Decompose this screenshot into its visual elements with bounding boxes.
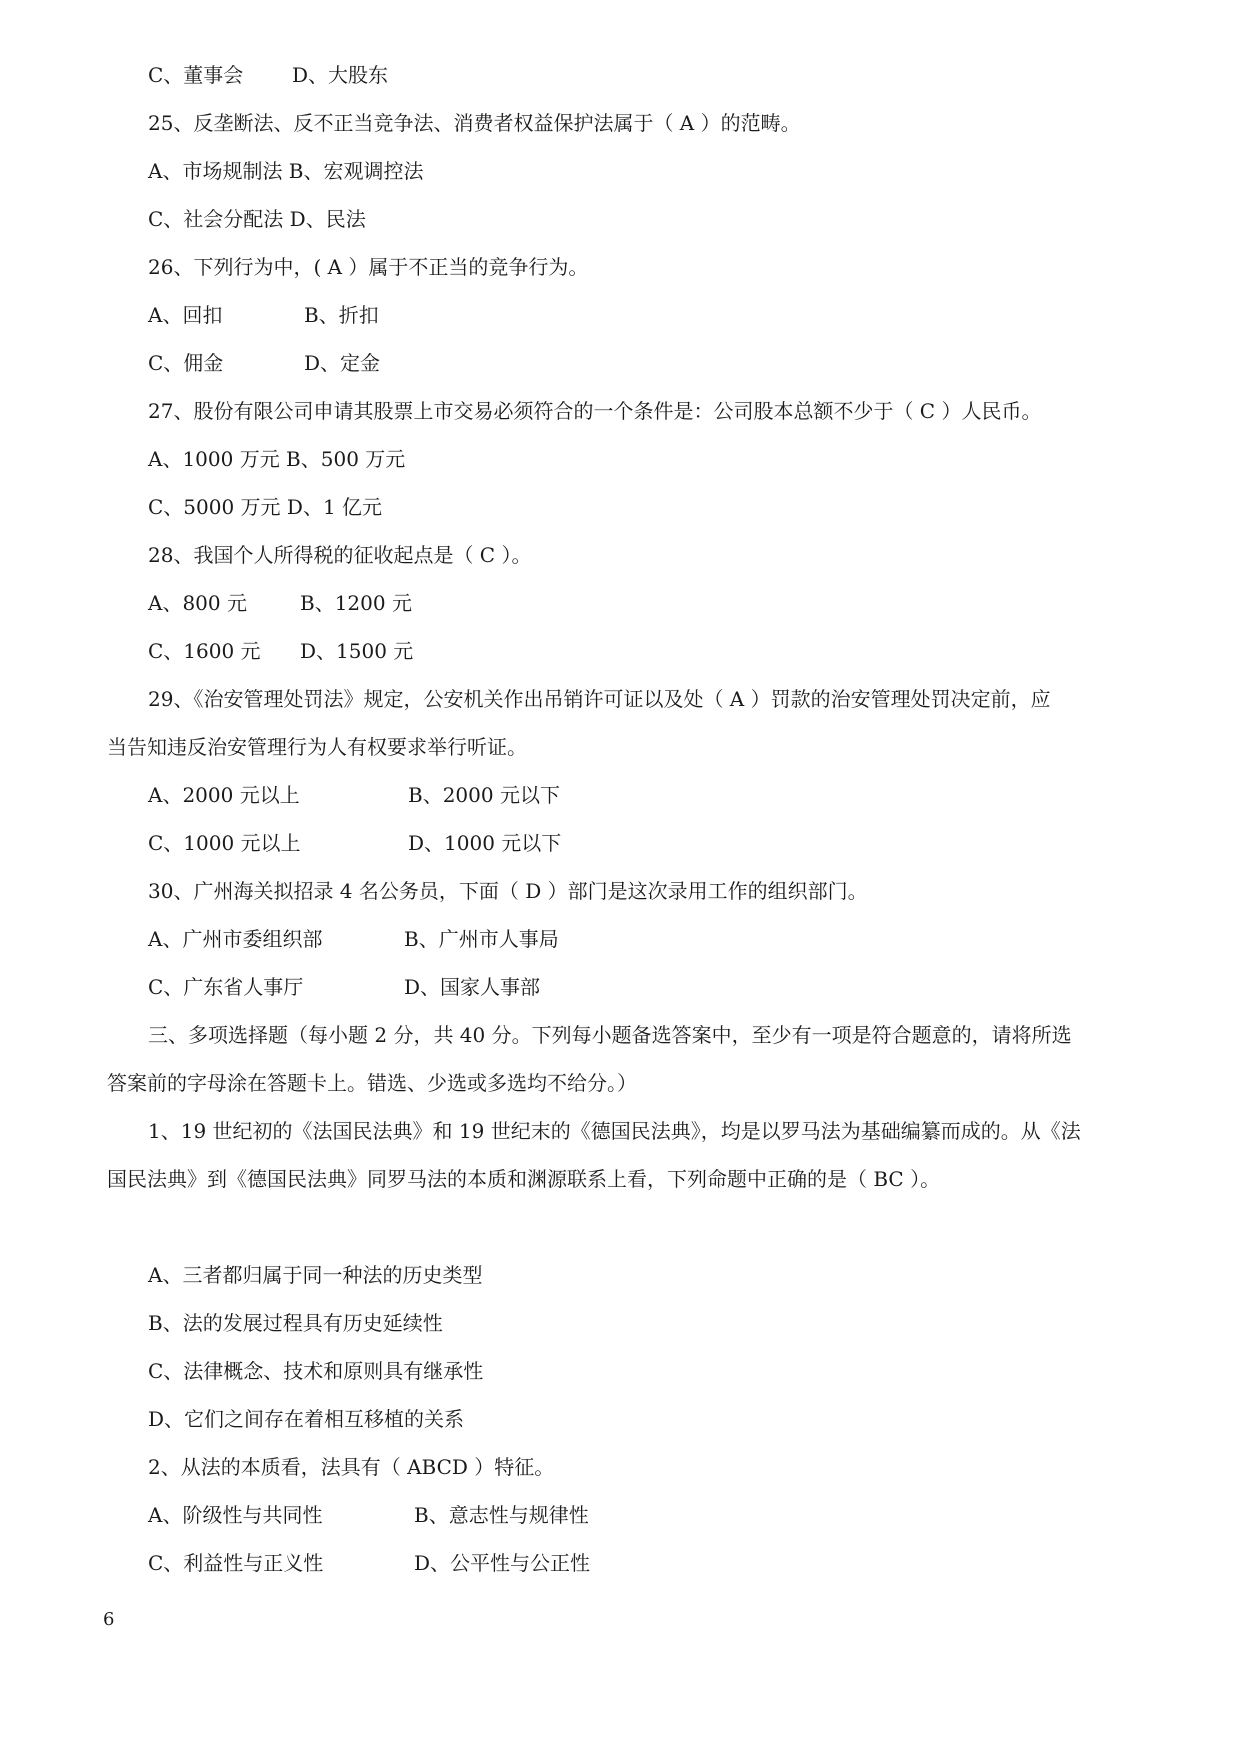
page-number: 6 xyxy=(103,1609,115,1630)
multi-question-2: 2、从法的本质看，法具有（ ABCD ）特征。 xyxy=(148,1455,555,1479)
multi-question-1: 1、19 世纪初的《法国民法典》和 19 世纪末的《德国民法典》，均是以罗马法为基础编纂而成的。从《法 xyxy=(148,1119,1081,1143)
option-a: A、2000 元以上 xyxy=(148,783,300,807)
option-a: A、阶级性与共同性 xyxy=(148,1503,323,1527)
option-b: B、折扣 xyxy=(304,303,379,327)
option-c: C、利益性与正义性 xyxy=(148,1551,324,1575)
option-b: B、法的发展过程具有历史延续性 xyxy=(148,1311,443,1335)
option-line: A、市场规制法 B、宏观调控法 xyxy=(148,159,424,183)
section-heading-continuation: 答案前的字母涂在答题卡上。错选、少选或多选均不给分。） xyxy=(107,1071,637,1095)
option-b: B、广州市人事局 xyxy=(404,927,559,951)
option-line: C、社会分配法 D、民法 xyxy=(148,207,366,231)
option-line xyxy=(148,1503,589,1527)
option-line xyxy=(148,591,412,615)
option-d: D、它们之间存在着相互移植的关系 xyxy=(148,1407,465,1431)
option-d: D、定金 xyxy=(304,351,381,375)
option-a: A、三者都归属于同一种法的历史类型 xyxy=(148,1263,483,1287)
option-b: D、大股东 xyxy=(292,63,389,87)
multi-question-1-continuation: 国民法典》到《德国民法典》同罗马法的本质和渊源联系上看，下列命题中正确的是（ BC ）。 xyxy=(107,1167,941,1191)
option-line xyxy=(148,639,414,663)
option-c: C、1600 元 xyxy=(148,639,261,663)
option-line xyxy=(148,63,389,87)
option-line xyxy=(148,351,381,375)
option-a: A、800 元 xyxy=(148,591,247,615)
question-28: 28、我国个人所得税的征收起点是（ C ）。 xyxy=(148,543,532,567)
option-a: A、广州市委组织部 xyxy=(148,927,323,951)
option-d: D、国家人事部 xyxy=(404,975,541,999)
question-25: 25、反垄断法、反不正当竞争法、消费者权益保护法属于（ A ）的范畴。 xyxy=(148,111,801,135)
option-c: C、佣金 xyxy=(148,351,224,375)
option-b: B、1200 元 xyxy=(300,591,412,615)
option-c: C、法律概念、技术和原则具有继承性 xyxy=(148,1359,484,1383)
question-30: 30、广州海关拟招录 4 名公务员，下面（ D ）部门是这次录用工作的组织部门。 xyxy=(148,879,868,903)
option-line xyxy=(148,303,379,327)
question-29: 29、《治安管理处罚法》规定，公安机关作出吊销许可证以及处（ A ）罚款的治安管理处罚决定前，应 xyxy=(148,687,1051,711)
option-line: A、1000 万元 B、500 万元 xyxy=(148,447,406,471)
option-b: B、2000 元以下 xyxy=(408,783,560,807)
option-line xyxy=(148,975,541,999)
option-b: B、意志性与规律性 xyxy=(414,1503,589,1527)
question-26: 26、下列行为中，( A ）属于不正当的竞争行为。 xyxy=(148,255,589,279)
question-29-continuation: 当告知违反治安管理行为人有权要求举行听证。 xyxy=(107,735,527,759)
option-c: C、1000 元以上 xyxy=(148,831,301,855)
option-d: D、1000 元以下 xyxy=(408,831,562,855)
question-27: 27、股份有限公司申请其股票上市交易必须符合的一个条件是：公司股本总额不少于（ C ）人民币。 xyxy=(148,399,1042,423)
option-a: A、回扣 xyxy=(148,303,223,327)
option-line xyxy=(148,927,559,951)
section-heading: 三、多项选择题（每小题 2 分，共 40 分。下列每小题备选答案中，至少有一项是符合题意的，请将所选 xyxy=(148,1023,1072,1047)
option-line xyxy=(148,831,562,855)
option-d: D、1500 元 xyxy=(300,639,414,663)
option-line xyxy=(148,783,560,807)
option-c: C、广东省人事厅 xyxy=(148,975,304,999)
option-line: C、5000 万元 D、1 亿元 xyxy=(148,495,383,519)
option-d: D、公平性与公正性 xyxy=(414,1551,591,1575)
option-line xyxy=(148,1551,591,1575)
option-a: C、董事会 xyxy=(148,63,244,87)
